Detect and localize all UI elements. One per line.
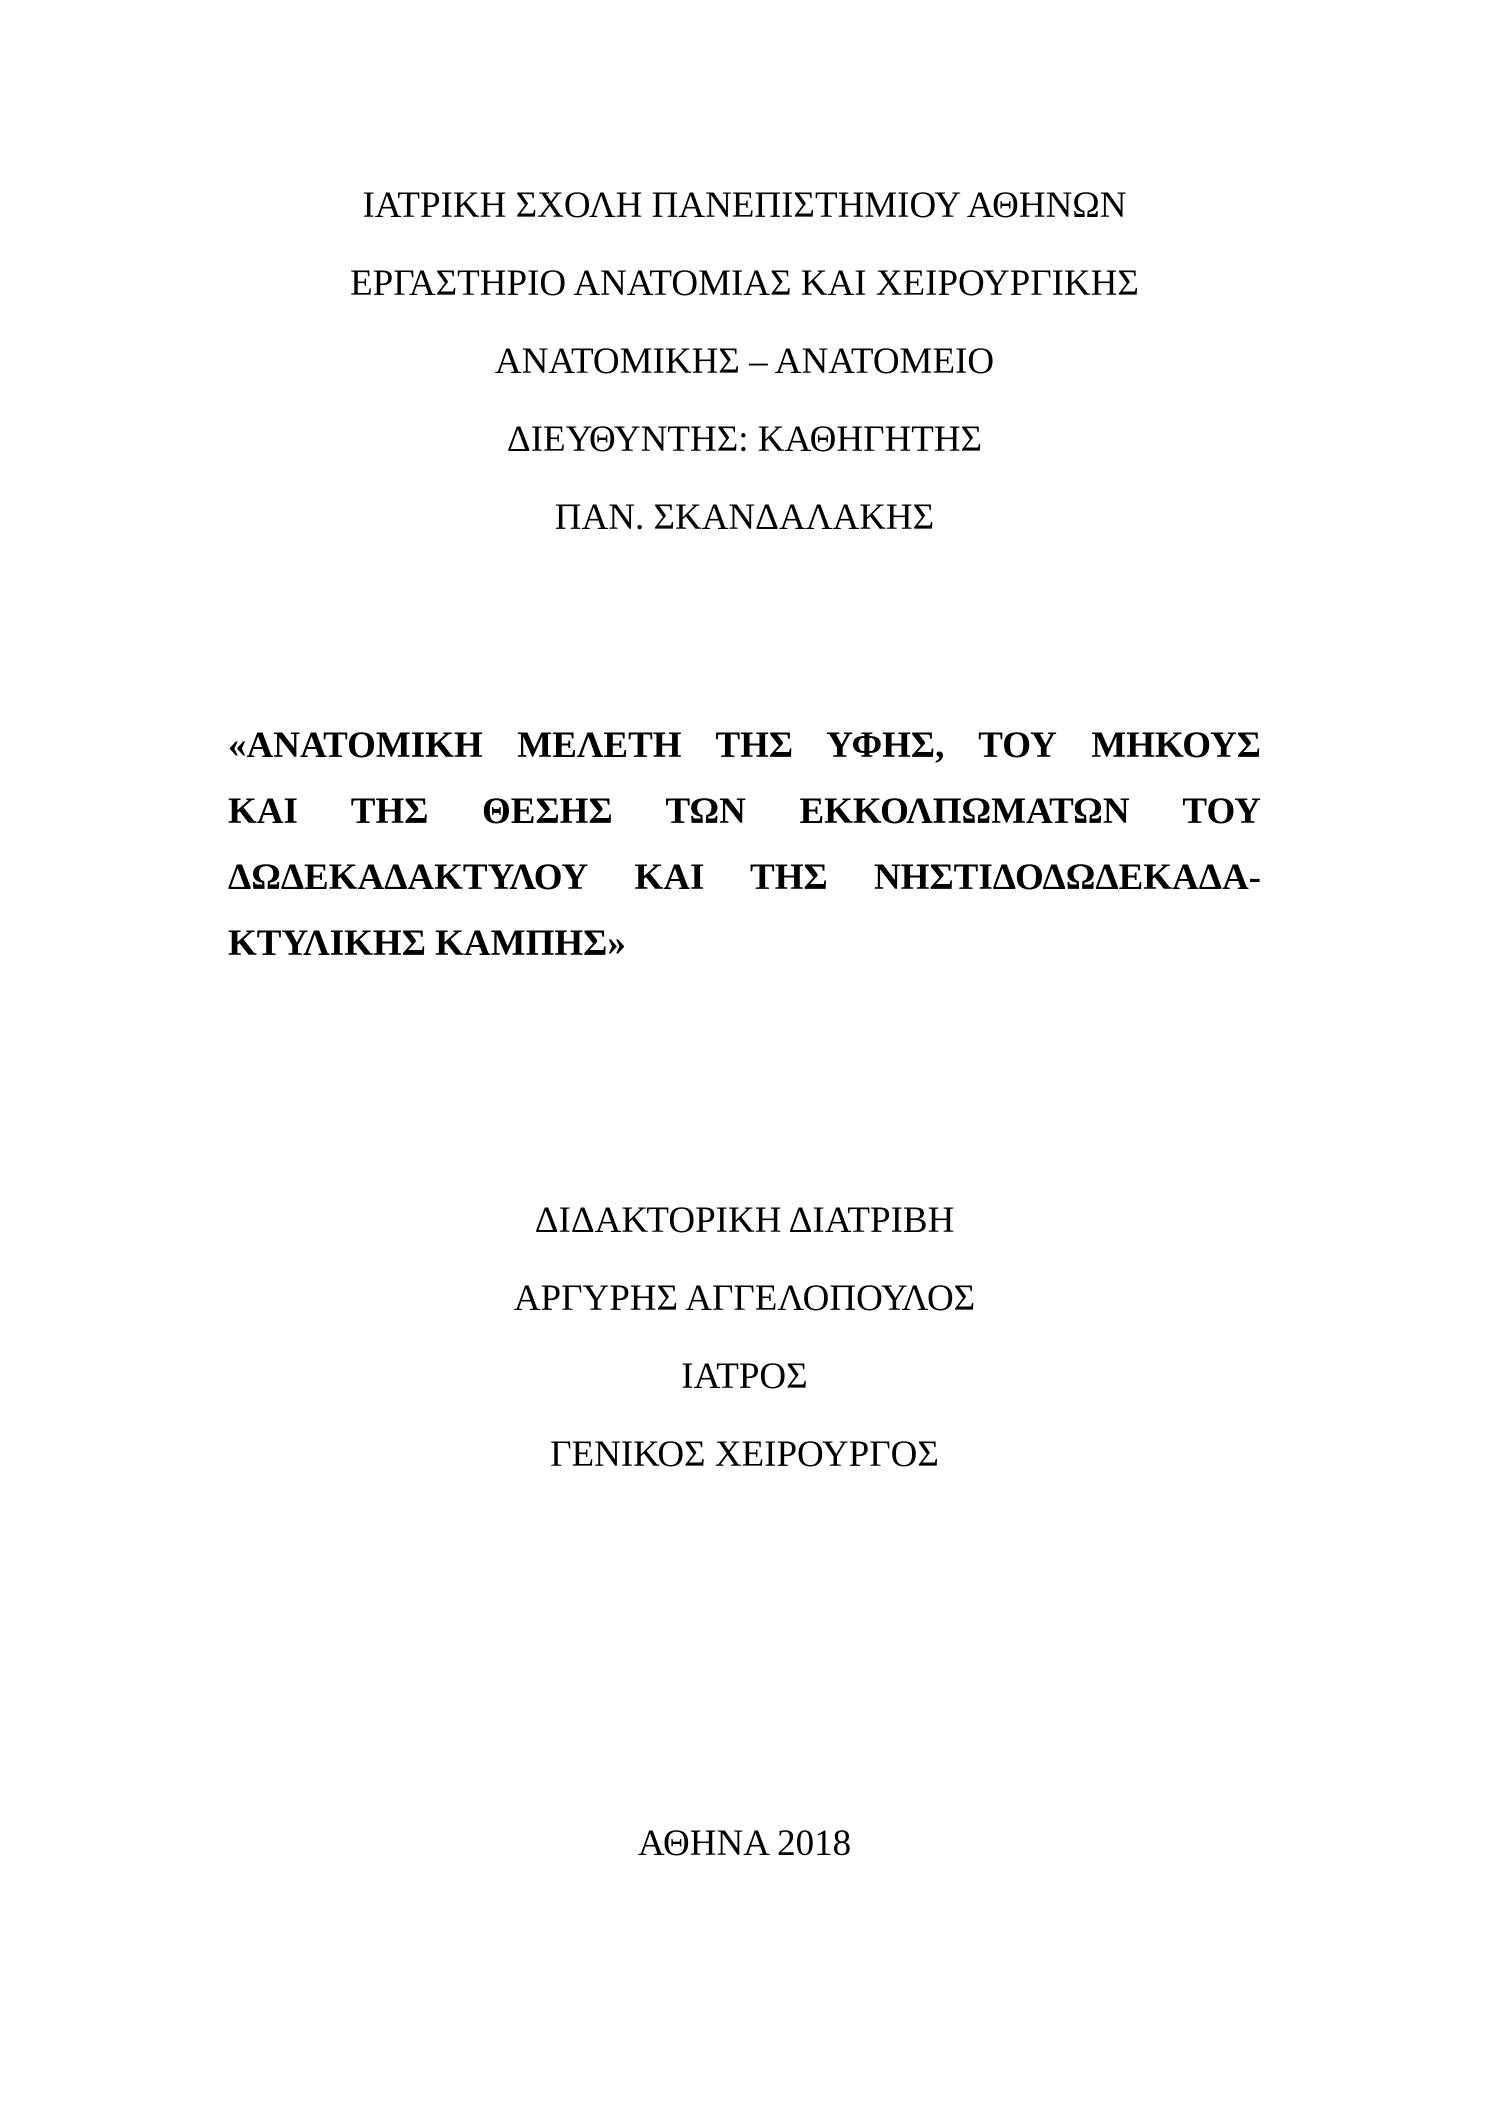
department-line: ΑΝΑΤΟΜΙΚΗΣ – ΑΝΑΤΟΜΕΙΟ [494,341,995,382]
author-profession-line: ΙΑΤΡΟΣ [681,1356,808,1397]
university-faculty-line: ΙΑΤΡΙΚΗ ΣΧΟΛΗ ΠΑΝΕΠΙΣΤΗΜΙΟΥ ΑΘΗΝΩΝ [362,185,1127,226]
thesis-title-line: ΔΩΔΕΚΑΔΑΚΤΥΛΟΥ ΚΑΙ ΤΗΣ ΝΗΣΤΙΔΟΔΩΔΕΚΑΔΑ- [228,857,1261,898]
author-specialty-line: ΓΕΝΙΚΟΣ ΧΕΙΡΟΥΡΓΟΣ [550,1434,939,1475]
thesis-title-line: ΚΤΥΛΙΚΗΣ ΚΑΜΠΗΣ» [228,923,626,964]
laboratory-line: ΕΡΓΑΣΤΗΡΙΟ ΑΝΑΤΟΜΙΑΣ ΚΑΙ ΧΕΙΡΟΥΡΓΙΚΗΣ [350,263,1139,304]
thesis-title-line: «ΑΝΑΤΟΜΙΚΗ ΜΕΛΕΤΗ ΤΗΣ ΥΦΗΣ, ΤΟΥ ΜΗΚΟΥΣ [228,725,1261,766]
thesis-title [228,724,1261,988]
director-title-line: ΔΙΕΥΘΥΝΤΗΣ: ΚΑΘΗΓΗΤΗΣ [506,419,983,460]
place-year-line: ΑΘΗΝΑ 2018 [637,1823,852,1864]
author-name-line: ΑΡΓΥΡΗΣ ΑΓΓΕΛΟΠΟΥΛΟΣ [513,1278,976,1319]
thesis-title-line: ΚΑΙ ΤΗΣ ΘΕΣΗΣ ΤΩΝ ΕΚΚΟΛΠΩΜΑΤΩΝ ΤΟΥ [228,791,1261,832]
document-type-line: ΔΙΔΑΚΤΟΡΙΚΗ ΔΙΑΤΡΙΒΗ [534,1200,955,1241]
director-name-line: ΠΑΝ. ΣΚΑΝΔΑΛΑΚΗΣ [554,497,935,538]
